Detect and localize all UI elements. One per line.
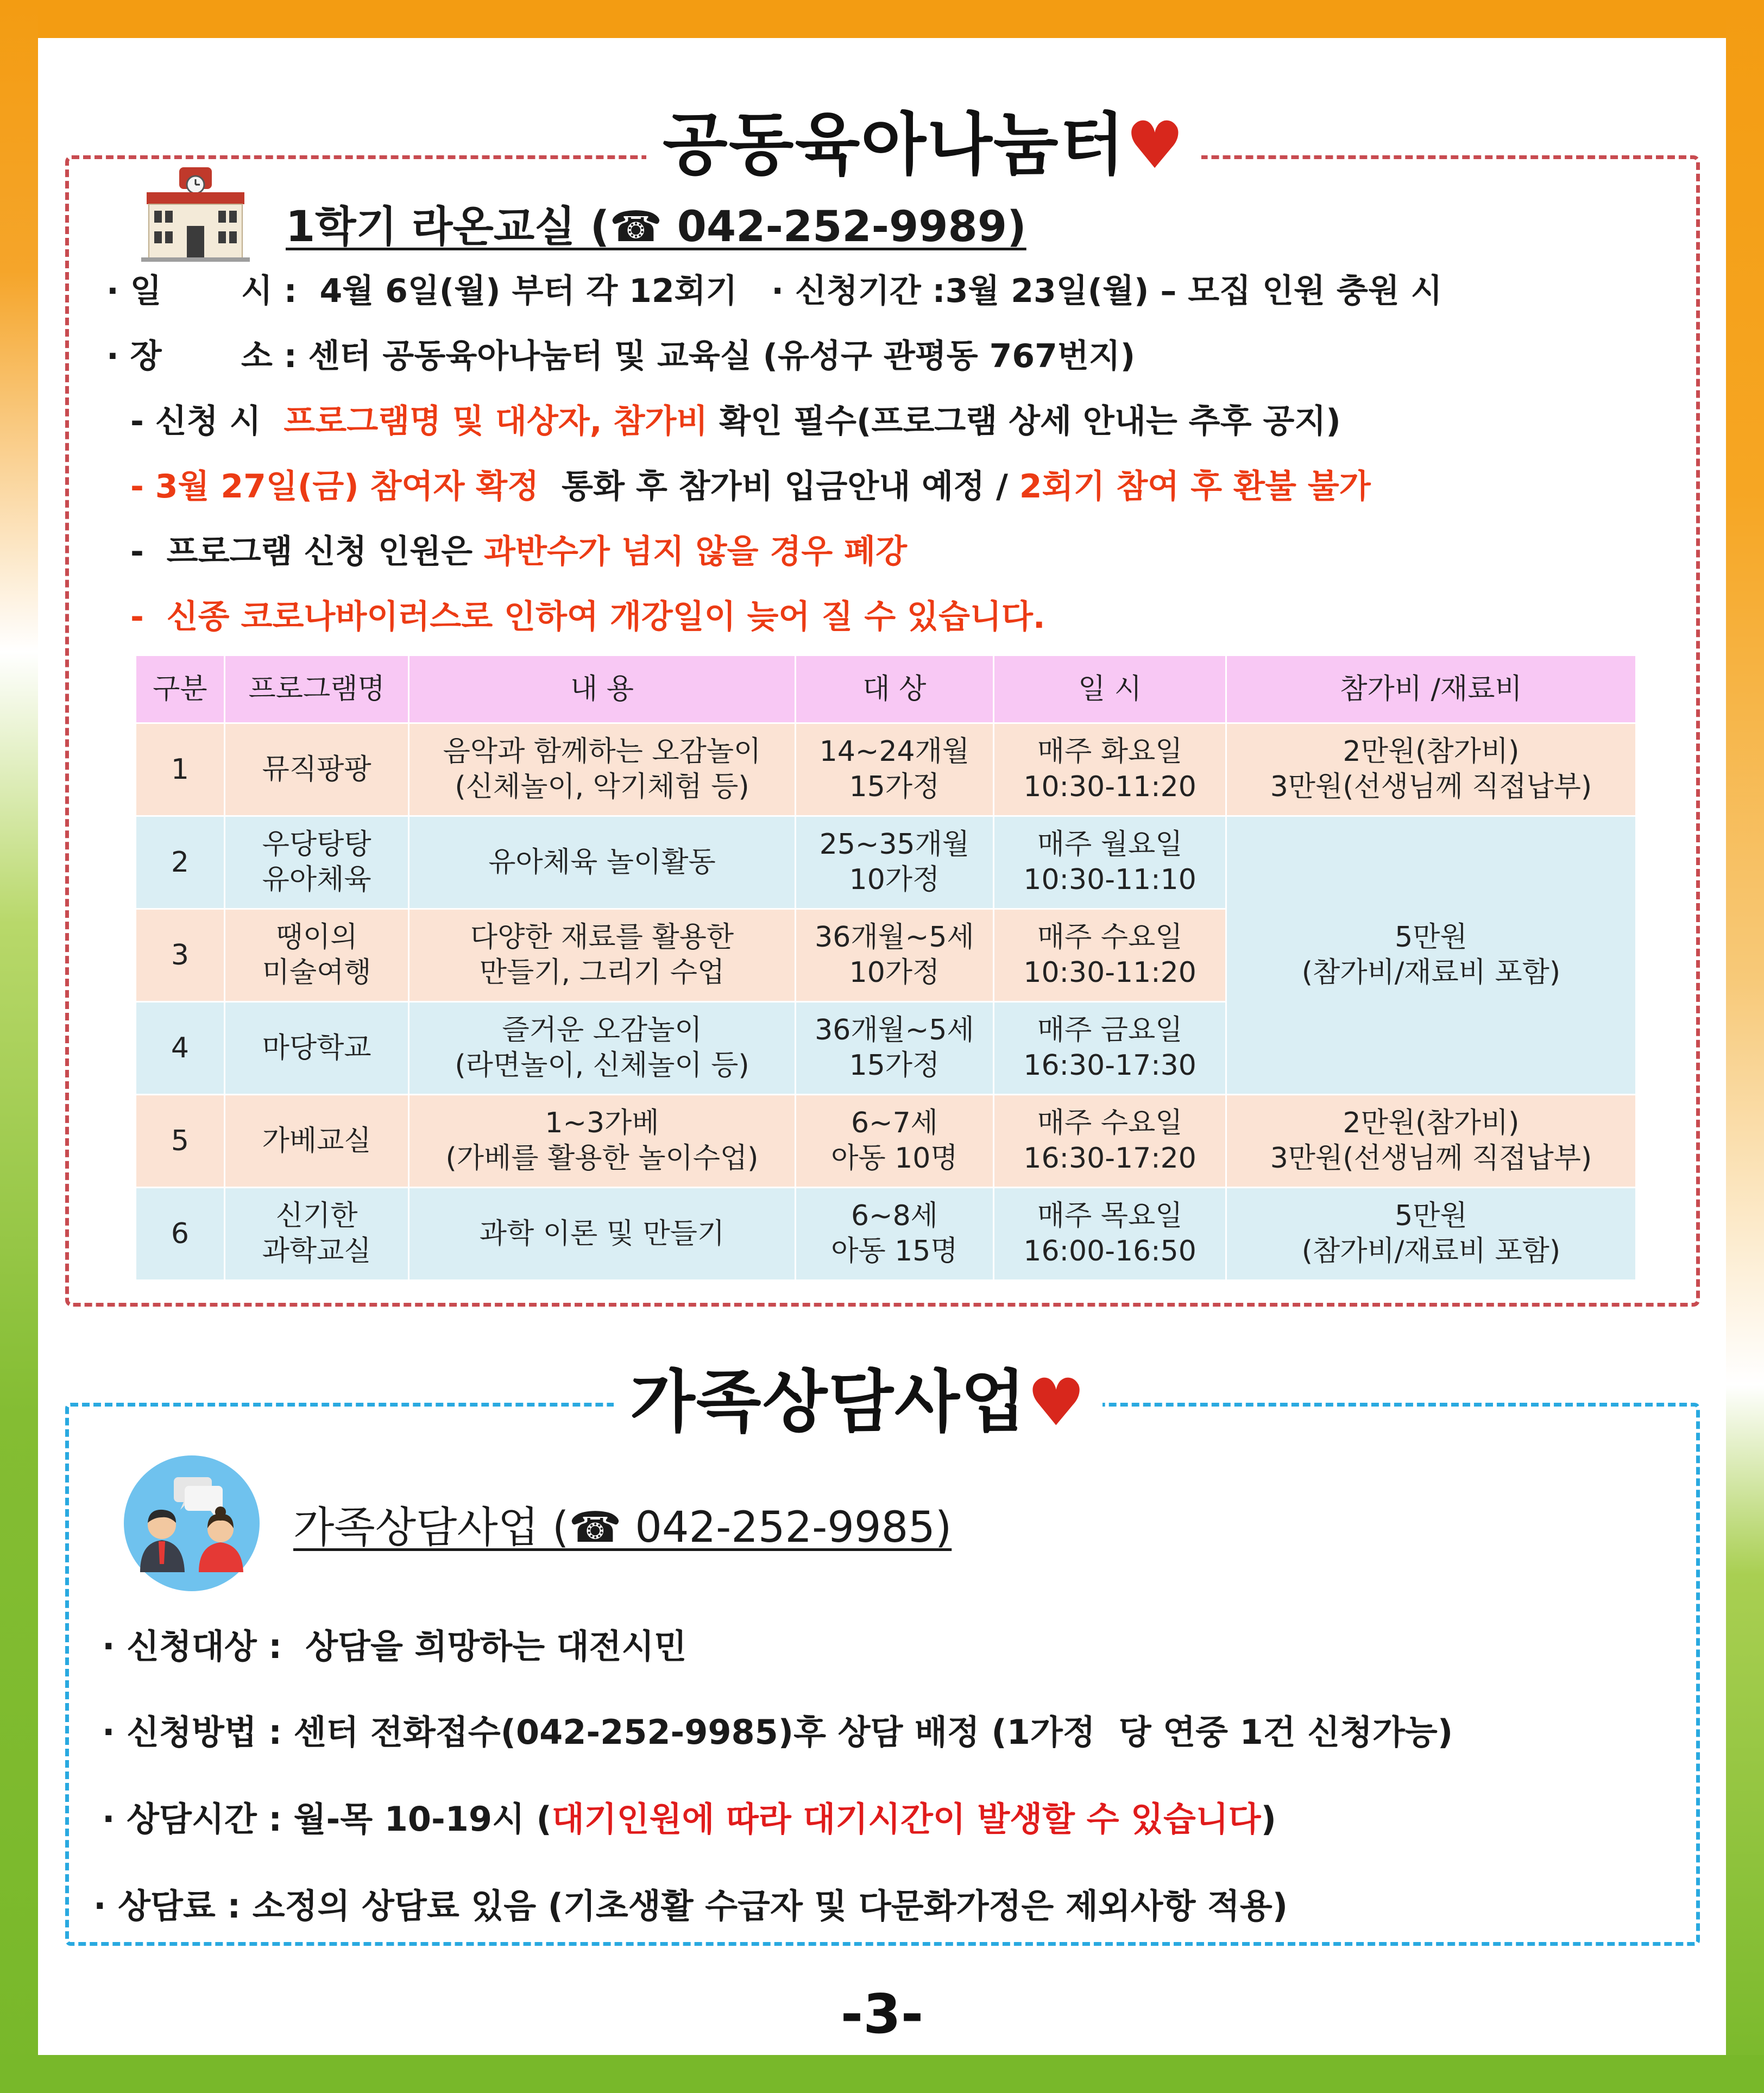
cell-target: 25~35개월 10가정 xyxy=(795,816,994,909)
notice-2-text-a: - 3월 27일(금) 참여자 확정 xyxy=(130,468,539,506)
section-title-childcare xyxy=(646,106,1201,184)
notice-3-text-a: - 프로그램 신청 인원은 xyxy=(130,533,484,571)
notice-line-4: - 신종 코로나바이러스로 인하여 개강일이 늦어 질 수 있습니다. xyxy=(130,598,1045,636)
header-name: 프로그램명 xyxy=(224,655,409,723)
cell-no: 2 xyxy=(136,816,225,909)
notice-2-text-c: 2회기 참여 후 환불 불가 xyxy=(1019,468,1371,506)
counseling-hours-line xyxy=(102,1792,1276,1840)
cell-content: 다양한 재료를 활용한 만들기, 그리기 수업 xyxy=(409,909,795,1002)
heart-icon: ♥ xyxy=(1125,108,1186,184)
header-target: 대 상 xyxy=(795,655,994,723)
school-icon xyxy=(141,166,250,262)
border-bottom xyxy=(0,2055,1764,2093)
hours-text-b: 대기인원에 따라 대기시간이 발생할 수 있습니다 xyxy=(551,1799,1261,1839)
table-row xyxy=(136,1095,1636,1188)
cell-target: 6~7세 아동 10명 xyxy=(795,1095,994,1188)
cell-time: 매주 목요일 16:00-16:50 xyxy=(994,1188,1226,1281)
cell-content: 과학 이론 및 만들기 xyxy=(409,1188,795,1281)
section-frame-counseling xyxy=(65,1403,1700,1946)
hours-text-c: ) xyxy=(1261,1799,1276,1839)
notice-2-text-b: 통화 후 참가비 입금안내 예정 / xyxy=(539,468,1019,506)
header-no: 구분 xyxy=(136,655,225,723)
cell-no: 3 xyxy=(136,909,225,1002)
program-subheading: 1학기 라온교실 (☎ 042-252-9989) xyxy=(286,203,1026,251)
cell-time: 매주 금요일 16:30-17:30 xyxy=(994,1002,1226,1095)
cell-fee: 2만원(참가비) 3만원(선생님께 직접납부) xyxy=(1226,723,1636,816)
cell-time: 매주 수요일 10:30-11:20 xyxy=(994,909,1226,1002)
cell-time: 매주 수요일 16:30-17:20 xyxy=(994,1095,1226,1188)
cell-time: 매주 화요일 10:30-11:20 xyxy=(994,723,1226,816)
section-title-counseling xyxy=(614,1363,1102,1441)
program-table xyxy=(135,654,1637,1281)
counseling-target-line: · 신청대상 : 상담을 희망하는 대전시민 xyxy=(102,1627,687,1666)
heart-icon: ♥ xyxy=(1026,1365,1087,1441)
border-right xyxy=(1726,0,1764,2093)
cell-name: 마당학교 xyxy=(224,1002,409,1095)
table-header-row xyxy=(136,655,1636,723)
counseling-subheading: 가족상담사업 (☎ 042-252-9985) xyxy=(293,1503,952,1552)
header-fee: 참가비 /재료비 xyxy=(1226,655,1636,723)
counseling-method-line: · 신청방법 : 센터 전화접수(042-252-9985)후 상담 배정 (1가정 당 연중 1건 신청가능) xyxy=(102,1712,1453,1752)
cell-content: 1~3가베 (가베를 활용한 놀이수업) xyxy=(409,1095,795,1188)
table-row xyxy=(136,1188,1636,1281)
schedule-line: · 일 시 : 4월 6일(월) 부터 각 12회기 · 신청기간 :3월 23일(월) – 모집 인원 충원 시 xyxy=(106,272,1442,310)
page-number: -3- xyxy=(840,1982,924,2046)
section-title-text: 가족상담사업 xyxy=(630,1363,1027,1441)
cell-time: 매주 월요일 10:30-11:10 xyxy=(994,816,1226,909)
cell-no: 1 xyxy=(136,723,225,816)
cell-target: 36개월~5세 15가정 xyxy=(795,1002,994,1095)
counseling-people-icon xyxy=(124,1455,260,1591)
table-row xyxy=(136,816,1636,909)
border-left xyxy=(0,0,38,2093)
cell-no: 4 xyxy=(136,1002,225,1095)
hours-text-a: · 상담시간 : 월-목 10-19시 ( xyxy=(102,1799,552,1839)
notice-3-text-b: 과반수가 넘지 않을 경우 폐강 xyxy=(484,533,908,571)
notice-1-text-a: - 신청 시 xyxy=(130,402,284,440)
header-time: 일 시 xyxy=(994,655,1226,723)
cell-name: 뮤직팡팡 xyxy=(224,723,409,816)
section-title-text: 공동육아나눔터 xyxy=(663,106,1126,184)
cell-name: 우당탕탕 유아체육 xyxy=(224,816,409,909)
cell-target: 14~24개월 15가정 xyxy=(795,723,994,816)
cell-no: 5 xyxy=(136,1095,225,1188)
cell-fee: 5만원 (참가비/재료비 포함) xyxy=(1226,1188,1636,1281)
cell-content: 음악과 함께하는 오감놀이 (신체놀이, 악기체험 등) xyxy=(409,723,795,816)
table-row xyxy=(136,723,1636,816)
cell-content: 즐거운 오감놀이 (라면놀이, 신체놀이 등) xyxy=(409,1002,795,1095)
cell-name: 신기한 과학교실 xyxy=(224,1188,409,1281)
cell-no: 6 xyxy=(136,1188,225,1281)
cell-target: 6~8세 아동 15명 xyxy=(795,1188,994,1281)
notice-line-3 xyxy=(130,526,907,572)
cell-fee-merged: 5만원 (참가비/재료비 포함) xyxy=(1226,816,1636,1095)
cell-name: 땡이의 미술여행 xyxy=(224,909,409,1002)
cell-name: 가베교실 xyxy=(224,1095,409,1188)
notice-1-text-c: 확인 필수(프로그램 상세 안내는 추후 공지) xyxy=(708,402,1341,440)
notice-line-2 xyxy=(130,461,1371,507)
notice-1-text-b: 프로그램명 및 대상자, 참가비 xyxy=(284,402,708,440)
cell-content: 유아체육 놀이활동 xyxy=(409,816,795,909)
location-line: · 장 소 : 센터 공동육아나눔터 및 교육실 (유성구 관평동 767번지) xyxy=(106,337,1136,375)
notice-line-1 xyxy=(130,395,1341,442)
header-content: 내 용 xyxy=(409,655,795,723)
cell-target: 36개월~5세 10가정 xyxy=(795,909,994,1002)
border-top xyxy=(0,0,1764,38)
cell-fee: 2만원(참가비) 3만원(선생님께 직접납부) xyxy=(1226,1095,1636,1188)
counseling-fee-line: · 상담료 : 소정의 상담료 있음 (기초생활 수급자 및 다문화가정은 제외사항 적용) xyxy=(93,1886,1288,1926)
